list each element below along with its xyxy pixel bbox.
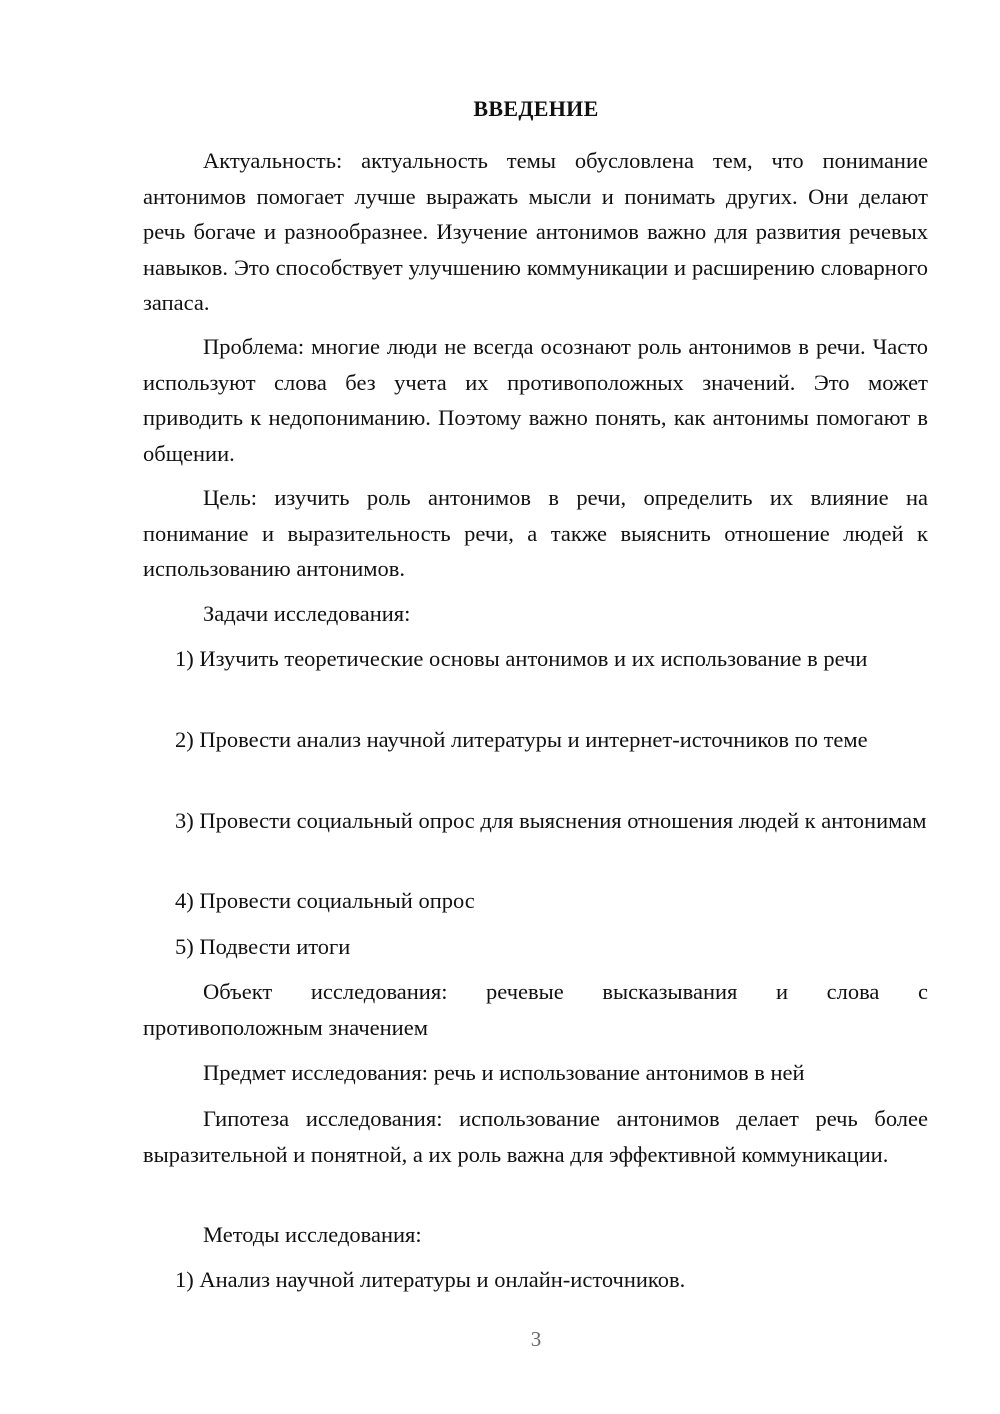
object-line-1: Объект исследования: речевые высказывания и слова с bbox=[203, 979, 928, 1004]
paragraph-hypothesis: Гипотеза исследования: использование антонимов делает речь более выразительной и понятной, а их роль важна для эффективной коммуникации. bbox=[143, 1106, 928, 1167]
task-item-5: 5) Подвести итоги bbox=[175, 934, 351, 959]
object-line-2: противоположным значением bbox=[143, 1014, 428, 1040]
task-item-3: 3) Провести социальный опрос для выяснения отношения людей к антонимам bbox=[175, 808, 927, 833]
tasks-heading: Задачи исследования: bbox=[203, 601, 411, 626]
method-item-1: 1) Анализ научной литературы и онлайн-источников. bbox=[175, 1267, 686, 1292]
task-item-4: 4) Провести социальный опрос bbox=[175, 888, 475, 913]
task-item-1: 1) Изучить теоретические основы антонимов и их использование в речи bbox=[175, 646, 868, 671]
task-item-2: 2) Провести анализ научной литературы и интернет-источников по теме bbox=[175, 727, 868, 752]
page-number: 3 bbox=[530, 1327, 542, 1351]
paragraph-object bbox=[143, 974, 928, 1045]
page-title: ВВЕДЕНИЕ bbox=[473, 96, 599, 121]
paragraph-goal: Цель: изучить роль антонимов в речи, определить их влияние на понимание и выразительность речи, а также выяснить отношение людей к использованию антонимов. bbox=[143, 485, 928, 581]
methods-heading: Методы исследования: bbox=[203, 1222, 422, 1247]
paragraph-subject: Предмет исследования: речь и использование антонимов в ней bbox=[203, 1060, 805, 1085]
paragraph-problem: Проблема: многие люди не всегда осознают роль антонимов в речи. Часто используют слова без учета их противоположных значений. Это может приводить к недопониманию. Поэтому важно понять, как антонимы помогают в общении. bbox=[143, 334, 928, 466]
paragraph-relevance: Актуальность: актуальность темы обусловлена тем, что понимание антонимов помогает лучше выражать мысли и понимать других. Они делают речь богаче и разнообразнее. Изучение антонимов важно для развития речевых навыков. Это способствует улучшению коммуникации и расширению словарного запаса. bbox=[143, 148, 928, 315]
